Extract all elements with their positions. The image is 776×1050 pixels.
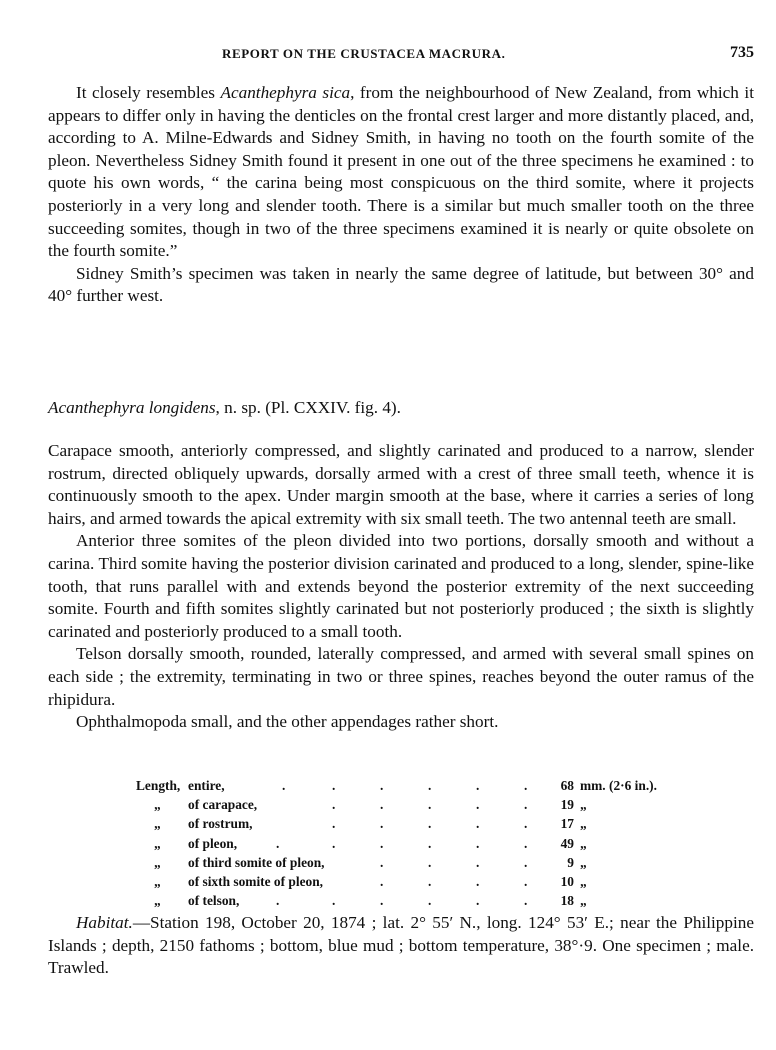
measurement-row: „ of pleon, . . . . . . 49 „ [136, 834, 656, 853]
measurement-label: entire, [188, 778, 225, 793]
measurement-unit: mm. (2·6 in.). [580, 778, 657, 793]
description-paragraph-pleon: Anterior three somites of the pleon divided into two portions, dorsally smooth and without a carina. Third somite having the posterior division carinated and produced to a long, slender, spine-like tooth, that runs parallel with and extends beyond the posterior extremity of the next succeeding somite. Fourth and fifth somites slightly carinated but not posteriorly produced ; the sixth is slightly carinated and posteriorly produced to a small tooth. [48, 531, 754, 641]
ditto-mark: „ [154, 816, 161, 832]
measurement-value: 17 [560, 816, 574, 832]
measurement-unit: „ [580, 816, 587, 832]
measurement-value: 10 [560, 873, 574, 889]
measurement-head-word: Length, [136, 778, 181, 793]
species-plate-ref: , n. sp. (Pl. CXXIV. fig. 4). [215, 398, 401, 417]
intro-paragraph-1 [48, 82, 754, 263]
measurement-row: „ of third somite of pleon, . . . . 9 „ [136, 853, 656, 872]
measurement-row: Length, entire, . . . . . . 68 mm. (2·6 in.). [136, 776, 656, 795]
measurement-label: of carapace, [188, 797, 258, 813]
measurement-value: 19 [560, 797, 574, 813]
measurement-row: „ of carapace, . . . . . 19 „ [136, 795, 656, 814]
species-heading [48, 397, 754, 420]
measurement-value: 49 [560, 835, 574, 851]
running-head [48, 44, 754, 66]
description-paragraph-carapace: Carapace smooth, anteriorly compressed, and slightly carinated and produced to a narrow, slender rostrum, directed obliquely upwards, dorsally armed with a crest of three small teeth, whence it is continuously smooth to the apex. Under margin smooth at the base, where it carries a series of long hairs, and armed towards the apical extremity with six small teeth. The two antennal teeth are small. [48, 441, 754, 528]
species-reference: Acanthephyra sica [220, 83, 351, 102]
ditto-mark: „ [154, 893, 161, 909]
habitat-paragraph [48, 912, 754, 980]
measurement-unit: „ [580, 893, 587, 909]
measurement-label: of pleon, [188, 835, 238, 851]
measurement-value: 9 [567, 854, 574, 870]
measurement-label: of rostrum, [188, 816, 253, 832]
measurement-label: of sixth somite of pleon, [188, 873, 324, 889]
measurement-unit: „ [580, 797, 587, 813]
measurement-value: 68 [560, 778, 574, 793]
species-section [48, 397, 754, 420]
measurements-table [136, 776, 656, 910]
measurement-row: „ of telson, . . . . . . 18 „ [136, 891, 656, 910]
measurement-row: „ of rostrum, . . . . . 17 „ [136, 814, 656, 833]
ditto-mark: „ [154, 854, 161, 870]
species-name: Acanthephyra longidens [48, 398, 216, 417]
habitat-text: —Station 198, October 20, 1874 ; lat. 2° 55′ N., long. 124° 53′ E.; near the Philippine Islands ; depth, 2150 fathoms ; bottom, blue mud ; bottom temperature, 38°·9. One specimen ; male. Trawled. [48, 913, 754, 978]
measurement-unit: „ [580, 835, 587, 851]
measurement-unit: „ [580, 873, 587, 889]
description-section [48, 440, 754, 734]
running-title: REPORT ON THE CRUSTACEA MACRURA. [222, 46, 506, 61]
text-run: It closely resembles [76, 83, 221, 102]
description-paragraph-telson: Telson dorsally smooth, rounded, laterally compressed, and armed with several small spines on each side ; the extremity, terminating in two or three spines, reaches beyond the outer ramus of the rhipidura. [48, 644, 754, 709]
description-paragraph-ophthalmopoda: Ophthalmopoda small, and the other appendages rather short. [76, 712, 499, 732]
habitat-label: Habitat. [76, 913, 133, 932]
text-run: , from the neighbourhood of New Zealand, from which it appears to differ only in having the denticles on the frontal crest larger and more distantly placed, and, according to A. Milne-Edwards and Sidney Smith, in having no tooth on the fourth somite of the pleon. Nevertheless Sidney Smith found it present in one out of the three specimens he examined : to quote his own words, “ the carina being most conspicuous on the third somite, where it projects posteriorly in a very long and slender tooth. There is a similar but much smaller tooth on the three succeeding somites, though in two of the three specimens examined it is nearly or quite obsolete on the fourth somite.” [48, 83, 754, 261]
habitat-section [48, 912, 754, 980]
page-number: 735 [730, 44, 754, 61]
measurement-label: of third somite of pleon, [188, 854, 325, 870]
ditto-mark: „ [154, 873, 161, 889]
ditto-mark: „ [154, 797, 161, 813]
intro-paragraph-2: Sidney Smith’s specimen was taken in nearly the same degree of latitude, but between 30° and 40° further west. [48, 263, 754, 306]
measurement-label: of telson, [188, 893, 240, 909]
measurement-unit: „ [580, 854, 587, 870]
measurement-value: 18 [560, 893, 574, 909]
measurement-row: „ of sixth somite of pleon, . . . . 10 „ [136, 872, 656, 891]
ditto-mark: „ [154, 835, 161, 851]
intro-section [48, 82, 754, 308]
